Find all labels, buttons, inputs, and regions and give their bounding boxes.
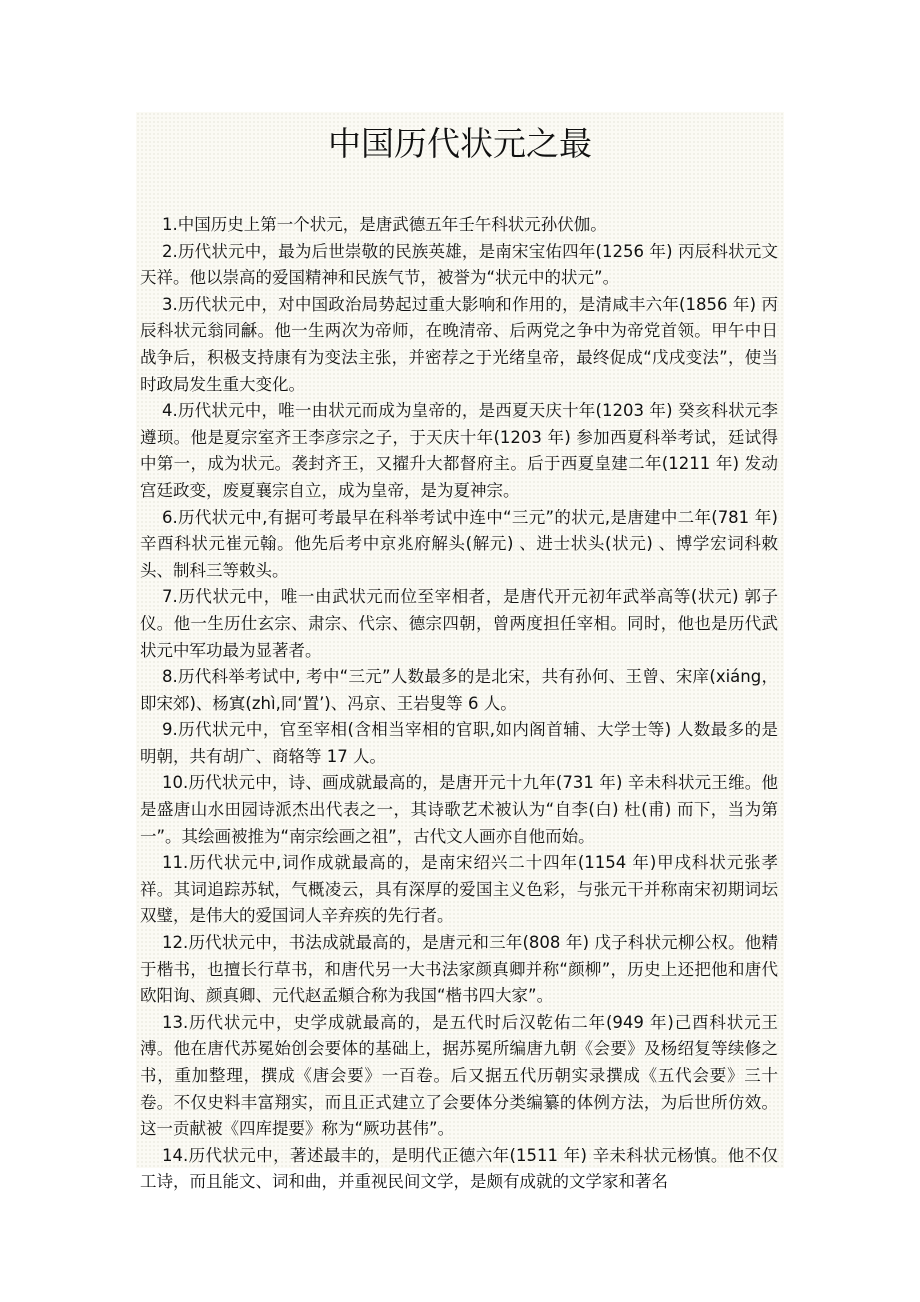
paragraph-8: 8.历代科举考试中, 考中“三元”人数最多的是北宋，共有孙何、王曾、宋庠(xiáng，即宋郊)、杨寘(zhì,同‘置’)、冯京、王岩叟等 6 人。 bbox=[140, 667, 778, 713]
paragraph-1: 1.中国历史上第一个状元，是唐武德五年壬午科状元孙伏伽。 bbox=[162, 215, 607, 234]
paragraph-13: 13.历代状元中，史学成就最高的，是五代时后汉乾佑二年(949 年)己酉科状元王溥。他在唐代苏冕始创会要体的基础上，据苏冕所编唐九朝《会要》及杨绍复等续修之书，重加整理，撰成《唐会要》一百卷。后又据五代历朝实录撰成《五代会要》三十卷。不仅史料丰富翔实，而且正式建立了会要体分类编纂的体例方法，为后世所仿效。这一贡献被《四库提要》称为“厥功甚伟”。 bbox=[140, 1012, 778, 1139]
paragraph-12: 12.历代状元中，书法成就最高的，是唐元和三年(808 年) 戊子科状元柳公权。他精于楷书，也擅长行草书，和唐代另一大书法家颜真卿并称“颜柳”，历史上还把他和唐代欧阳询、颜真卿、元代赵孟頫合称为我国“楷书四大家”。 bbox=[140, 933, 778, 1006]
paragraph-10: 10.历代状元中，诗、画成就最高的，是唐开元十九年(731 年) 辛未科状元王维。他是盛唐山水田园诗派杰出代表之一，其诗歌艺术被认为“自李(白) 杜(甫) 而下，当为第一”。其绘画被推为“南宗绘画之祖”，古代文人画亦自他而始。 bbox=[140, 773, 778, 846]
document-page bbox=[136, 112, 784, 1192]
paragraph-14: 14.历代状元中，著述最丰的，是明代正德六年(1511 年) 辛未科状元杨慎。他不仅工诗，而且能文、词和曲，并重视民间文学，是颇有成就的文学家和著名 bbox=[140, 1145, 778, 1192]
paragraph-3: 3.历代状元中，对中国政治局势起过重大影响和作用的，是清咸丰六年(1856 年) 丙辰科状元翁同龢。他一生两次为帝师，在晚清帝、后两党之争中为帝党首领。甲午中日战争后，积极支持康有为变法主张，并密荐之于光绪皇帝，最终促成“戊戌变法”，使当时政局发生重大变化。 bbox=[140, 294, 778, 394]
document-title: 中国历代状元之最 bbox=[328, 124, 592, 163]
paragraph-4: 4.历代状元中，唯一由状元而成为皇帝的，是西夏天庆十年(1203 年) 癸亥科状元李遵顼。他是夏宗室齐王李彦宗之子，于天庆十年(1203 年) 参加西夏科举考试，廷试得中第一，成为状元。袭封齐王，又擢升大都督府主。后于西夏皇建二年(1211 年) 发动宫廷政变，废夏襄宗自立，成为皇帝，是为夏神宗。 bbox=[140, 401, 778, 500]
paragraph-2: 2.历代状元中，最为后世崇敬的民族英雄，是南宋宝佑四年(1256 年) 丙辰科状元文天祥。他以崇高的爱国精神和民族气节，被誉为“状元中的状元”。 bbox=[140, 241, 778, 288]
document-body bbox=[140, 212, 778, 1196]
paragraph-6: 6.历代状元中,有据可考最早在科举考试中连中“三元”的状元,是唐建中二年(781 年) 辛酉科状元崔元翰。他先后考中京兆府解头(解元) 、进士状头(状元) 、博学宏词科敕头、制科三等敕头。 bbox=[140, 507, 778, 580]
paragraph-11: 11.历代状元中,词作成就最高的，是南宋绍兴二十四年(1154 年)甲戌科状元张孝祥。其词追踪苏轼，气概凌云，具有深厚的爱国主义色彩，与张元干并称南宋初期词坛双璧，是伟大的爱国词人辛弃疾的先行者。 bbox=[140, 853, 778, 926]
paragraph-9: 9.历代状元中，官至宰相(含相当宰相的官职,如内阁首辅、大学士等) 人数最多的是明朝，共有胡广、商辂等 17 人。 bbox=[140, 720, 778, 766]
paragraph-7: 7.历代状元中，唯一由武状元而位至宰相者，是唐代开元初年武举高等(状元) 郭子仪。他一生历仕玄宗、肃宗、代宗、德宗四朝，曾两度担任宰相。同时，他也是历代武状元中军功最为显著者。 bbox=[140, 587, 778, 660]
